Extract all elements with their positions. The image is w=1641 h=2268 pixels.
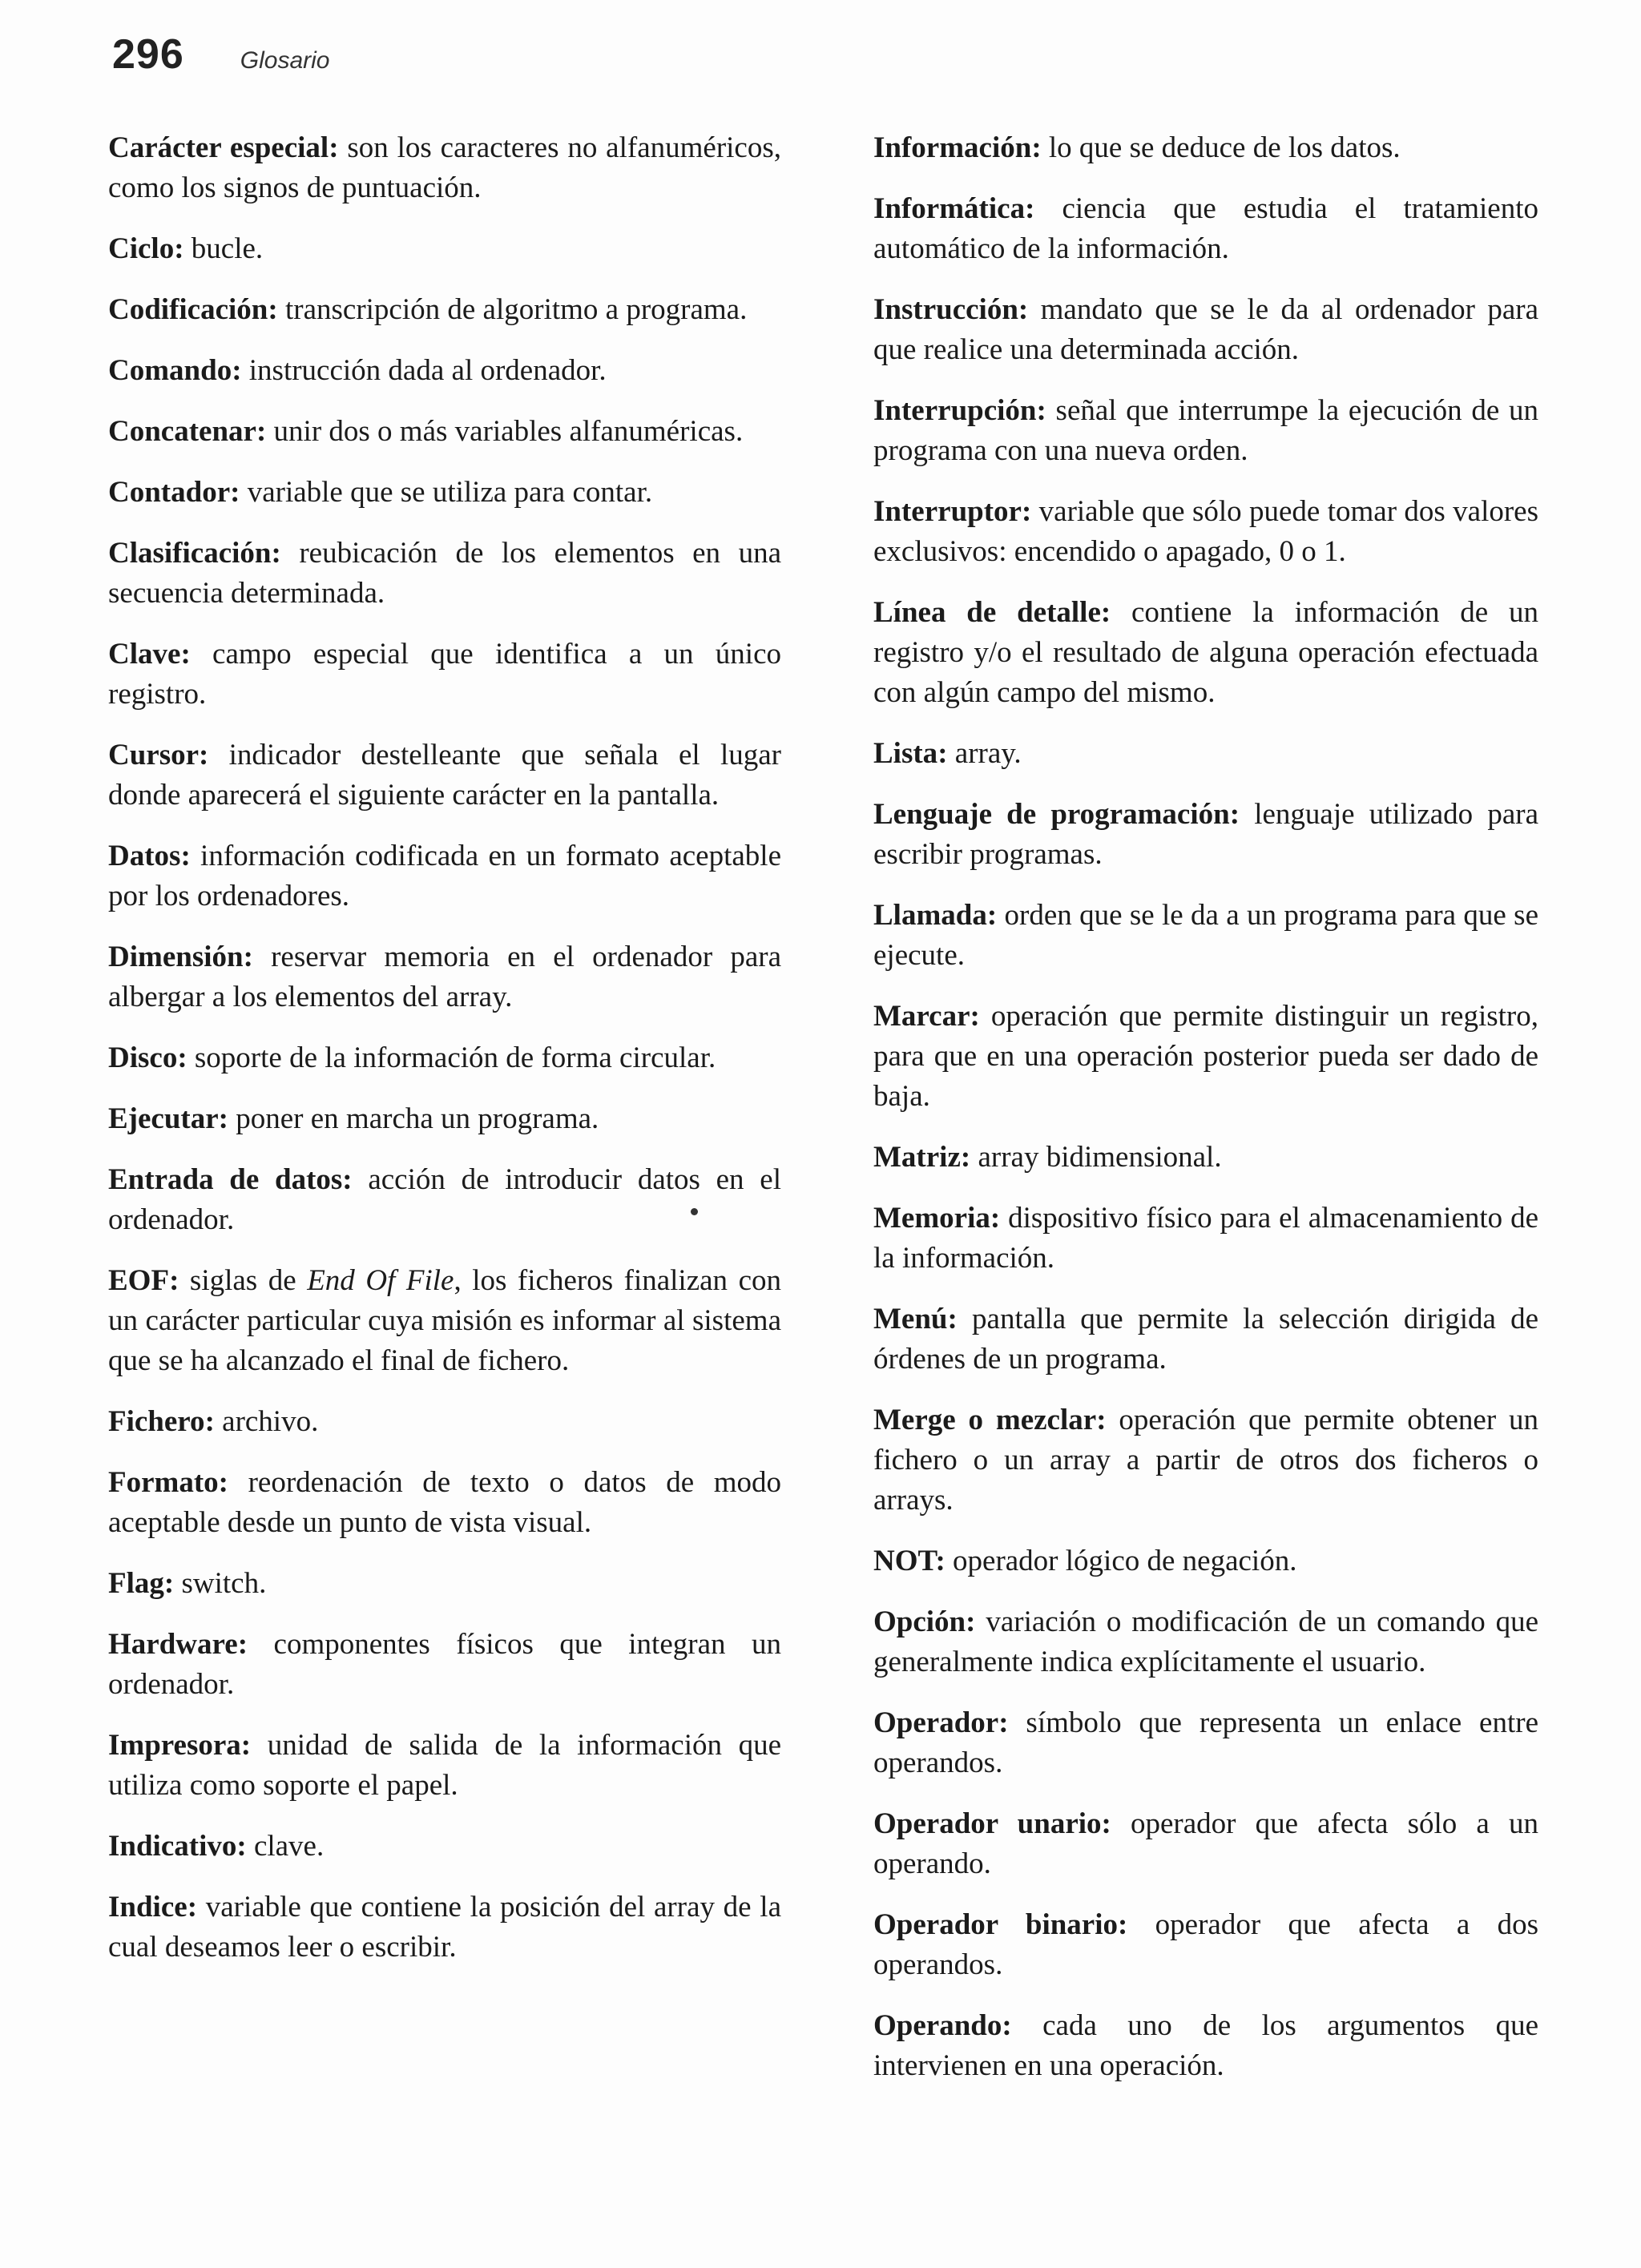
glossary-term: Hardware bbox=[108, 1628, 238, 1661]
glossary-definition: indicador destelleante que señala el lugar donde aparecerá el siguiente carácter en la pantalla. bbox=[108, 739, 781, 812]
glossary-entry bbox=[108, 351, 781, 391]
glossary-entry bbox=[108, 1099, 781, 1139]
glossary-definition: contiene la información de un registro y/o el resultado de alguna operación efectuada con algún campo del mismo. bbox=[873, 596, 1538, 709]
term-separator: : bbox=[240, 1729, 268, 1762]
term-separator: : bbox=[960, 1141, 978, 1174]
glossary-definition: componentes físicos que integran un ordenador. bbox=[108, 1628, 781, 1701]
glossary-entry bbox=[108, 937, 781, 1017]
glossary-term: Clave bbox=[108, 638, 181, 671]
glossary-definition: operador lógico de negación. bbox=[953, 1545, 1297, 1577]
glossary-entry bbox=[108, 1827, 781, 1867]
glossary-entry bbox=[108, 1463, 781, 1543]
term-separator: : bbox=[174, 232, 192, 265]
term-separator: : bbox=[1118, 1908, 1155, 1941]
term-separator: : bbox=[180, 840, 201, 872]
glossary-entry bbox=[873, 795, 1538, 875]
glossary-definition: array bidimensional. bbox=[978, 1141, 1222, 1174]
glossary-definition: ciencia que estudia el tratamiento automático de la información. bbox=[873, 192, 1538, 265]
glossary-definition: reubicación de los elementos en una secuencia determinada. bbox=[108, 537, 781, 610]
glossary-term: Clasificación bbox=[108, 537, 272, 570]
glossary-definition: variable que sólo puede tomar dos valores exclusivos: encendido o apagado, 0 o 1. bbox=[873, 495, 1538, 568]
glossary-definition: archivo. bbox=[222, 1405, 319, 1438]
glossary-entry bbox=[873, 492, 1538, 572]
glossary-term: NOT bbox=[873, 1545, 936, 1577]
glossary-definition-italic: End Of File bbox=[307, 1264, 454, 1297]
glossary-entry bbox=[873, 1400, 1538, 1521]
term-separator: : bbox=[218, 1466, 248, 1499]
glossary-definition: señal que interrumpe la ejecución de un programa con una nueva orden. bbox=[873, 394, 1538, 467]
term-separator: : bbox=[1018, 293, 1041, 326]
glossary-entry bbox=[873, 128, 1538, 168]
term-separator: : bbox=[218, 1102, 236, 1135]
glossary-definition: siglas de bbox=[189, 1264, 308, 1297]
glossary-entry bbox=[108, 836, 781, 916]
glossary-entry bbox=[873, 593, 1538, 713]
glossary-term: Operador bbox=[873, 1706, 999, 1739]
term-separator: : bbox=[237, 1628, 274, 1661]
glossary-definition: operación que permite obtener un fichero o un array a partir de otros dos ficheros o arrays. bbox=[873, 1404, 1538, 1517]
glossary-definition: operador que afecta sólo a un operando. bbox=[873, 1807, 1538, 1880]
glossary-term: Disco bbox=[108, 1041, 178, 1074]
term-separator: : bbox=[1101, 1807, 1131, 1840]
glossary-definition: array. bbox=[954, 737, 1022, 770]
glossary-entry bbox=[108, 634, 781, 715]
glossary-term: Ciclo bbox=[108, 232, 175, 265]
term-separator: : bbox=[268, 293, 285, 326]
glossary-definition: símbolo que representa un enlace entre operandos. bbox=[873, 1706, 1538, 1779]
term-separator: : bbox=[271, 537, 300, 570]
term-separator: : bbox=[1031, 131, 1049, 164]
glossary-definition: reordenación de texto o datos de modo aceptable desde un punto de vista visual. bbox=[108, 1466, 781, 1539]
glossary-term: Matriz bbox=[873, 1141, 961, 1174]
glossary-entry bbox=[873, 1138, 1538, 1178]
glossary-column-left bbox=[108, 128, 781, 1988]
glossary-entry bbox=[108, 1402, 781, 1442]
glossary-definition: mandato que se le da al ordenador para que realice una determinada acción. bbox=[873, 293, 1538, 366]
glossary-term: Dimensión bbox=[108, 941, 244, 973]
term-separator: : bbox=[204, 1405, 223, 1438]
glossary-term: Fichero bbox=[108, 1405, 205, 1438]
glossary-definition: instrucción dada al ordenador. bbox=[248, 354, 607, 387]
glossary-definition: orden que se le da a un programa para que se ejecute. bbox=[873, 899, 1538, 972]
glossary-term: Carácter especial bbox=[108, 131, 329, 164]
section-title: Glosario bbox=[240, 47, 330, 74]
glossary-entry bbox=[873, 997, 1538, 1117]
glossary-term: Formato bbox=[108, 1466, 219, 1499]
glossary-term: Operador unario bbox=[873, 1807, 1102, 1840]
glossary-term: Llamada bbox=[873, 899, 987, 932]
glossary-entry bbox=[873, 1602, 1538, 1682]
glossary-entry bbox=[108, 735, 781, 816]
glossary-definition: cada uno de los argumentos que intervienen en una operación. bbox=[873, 2009, 1538, 2082]
glossary-term: Informática bbox=[873, 192, 1026, 225]
glossary-term: EOF bbox=[108, 1264, 170, 1297]
glossary-entry bbox=[108, 128, 781, 208]
term-separator: : bbox=[1229, 798, 1255, 831]
term-separator: : bbox=[199, 739, 229, 771]
glossary-definition: acción de introducir datos en el ordenador. bbox=[108, 1163, 781, 1236]
glossary-entry bbox=[873, 1804, 1538, 1884]
term-separator: : bbox=[986, 899, 1005, 932]
term-separator: : bbox=[1096, 1404, 1119, 1436]
glossary-term: Marcar bbox=[873, 1000, 970, 1033]
glossary-entry bbox=[108, 412, 781, 452]
glossary-term: Concatenar bbox=[108, 415, 256, 448]
term-separator: : bbox=[1036, 394, 1056, 427]
term-separator: : bbox=[970, 1000, 991, 1033]
glossary-column-right bbox=[873, 128, 1538, 2107]
term-separator: : bbox=[187, 1891, 206, 1924]
glossary-term: Cursor bbox=[108, 739, 200, 771]
glossary-term: Opción bbox=[873, 1605, 966, 1638]
term-separator: : bbox=[998, 1706, 1026, 1739]
term-separator: : bbox=[329, 131, 348, 164]
term-separator: : bbox=[236, 1830, 254, 1863]
glossary-definition: información codificada en un formato aceptable por los ordenadores. bbox=[108, 840, 781, 912]
glossary-term: Lista bbox=[873, 737, 938, 770]
glossary-definition: campo especial que identifica a un único registro. bbox=[108, 638, 782, 711]
glossary-term: Lenguaje de programación bbox=[873, 798, 1230, 831]
glossary-term: Menú bbox=[873, 1303, 948, 1335]
glossary-entry bbox=[108, 1261, 781, 1381]
glossary-definition: lo que se deduce de los datos. bbox=[1048, 131, 1401, 164]
glossary-term: Operando bbox=[873, 2009, 1002, 2042]
glossary-entry bbox=[873, 1541, 1538, 1581]
glossary-term: Impresora bbox=[108, 1729, 241, 1762]
glossary-entry bbox=[873, 290, 1538, 370]
term-separator: : bbox=[1025, 192, 1062, 225]
term-separator: : bbox=[947, 1303, 973, 1335]
glossary-term: Entrada de datos bbox=[108, 1163, 343, 1196]
running-head bbox=[112, 30, 329, 87]
glossary-term: Merge o mezclar bbox=[873, 1404, 1097, 1436]
glossary-definition: son los caracteres no alfanuméricos, como los signos de puntuación. bbox=[108, 131, 781, 204]
glossary-entry bbox=[108, 229, 781, 269]
glossary-definition: reservar memoria en el ordenador para albergar a los elementos del array. bbox=[108, 941, 781, 1013]
glossary-term: Indice bbox=[108, 1891, 187, 1924]
term-separator: : bbox=[990, 1202, 1009, 1235]
glossary-definition: variación o modificación de un comando que generalmente indica explícitamente el usuario. bbox=[873, 1605, 1539, 1678]
glossary-entry bbox=[108, 1038, 781, 1078]
glossary-definition: transcripción de algoritmo a programa. bbox=[284, 293, 748, 326]
glossary-entry bbox=[108, 290, 781, 330]
glossary-definition: variable que contiene la posición del array de la cual deseamos leer o escribir. bbox=[108, 1891, 781, 1964]
term-separator: : bbox=[966, 1605, 986, 1638]
glossary-entry bbox=[873, 734, 1538, 774]
glossary-definition: switch. bbox=[181, 1567, 267, 1600]
glossary-term: Operador binario bbox=[873, 1908, 1118, 1941]
glossary-entry bbox=[108, 1726, 781, 1806]
glossary-definition: dispositivo físico para el almacenamiento de la información. bbox=[873, 1202, 1538, 1275]
glossary-entry bbox=[873, 1198, 1538, 1279]
glossary-definition: soporte de la información de forma circular. bbox=[194, 1041, 716, 1074]
page-number: 296 bbox=[112, 31, 184, 78]
glossary-entry bbox=[108, 1625, 781, 1705]
term-separator: : bbox=[256, 415, 274, 448]
term-separator: : bbox=[937, 737, 955, 770]
glossary-term: Datos bbox=[108, 840, 181, 872]
print-speck bbox=[691, 1208, 698, 1215]
glossary-term: Información bbox=[873, 131, 1032, 164]
glossary-term: Comando bbox=[108, 354, 232, 387]
glossary-definition: variable que se utiliza para contar. bbox=[247, 476, 653, 509]
glossary-entry bbox=[108, 473, 781, 513]
term-separator: : bbox=[1100, 596, 1131, 629]
term-separator: : bbox=[180, 638, 213, 671]
glossary-definition: , los ficheros finalizan con un carácter particular cuya misión es informar al sistema que se ha alcanzado el final de fichero. bbox=[108, 1264, 782, 1377]
glossary-definition: operador que afecta a dos operandos. bbox=[873, 1908, 1538, 1981]
term-separator: : bbox=[1002, 2009, 1043, 2042]
term-separator: : bbox=[163, 1567, 182, 1600]
term-separator: : bbox=[232, 354, 249, 387]
glossary-definition: poner en marcha un programa. bbox=[236, 1102, 599, 1135]
glossary-term: Memoria bbox=[873, 1202, 990, 1235]
term-separator: : bbox=[169, 1264, 190, 1297]
glossary-definition: unir dos o más variables alfanuméricas. bbox=[273, 415, 744, 448]
glossary-term: Instrucción bbox=[873, 293, 1018, 326]
glossary-entry bbox=[873, 391, 1538, 471]
glossary-definition: clave. bbox=[253, 1830, 325, 1863]
glossary-term: Ejecutar bbox=[108, 1102, 219, 1135]
glossary-entry bbox=[108, 534, 781, 614]
glossary-definition: pantalla que permite la selección dirigida de órdenes de un programa. bbox=[873, 1303, 1539, 1376]
glossary-entry bbox=[873, 1299, 1538, 1380]
term-separator: : bbox=[177, 1041, 195, 1074]
term-separator: : bbox=[230, 476, 248, 509]
glossary-term: Flag bbox=[108, 1567, 164, 1600]
glossary-entry bbox=[873, 2006, 1538, 2086]
glossary-definition: operación que permite distinguir un registro, para que en una operación posterior pueda ser dado de baja. bbox=[873, 1000, 1538, 1113]
glossary-entry bbox=[108, 1887, 781, 1968]
glossary-entry bbox=[873, 1703, 1538, 1783]
glossary-term: Interruptor bbox=[873, 495, 1022, 528]
glossary-definition: unidad de salida de la información que utiliza como soporte el papel. bbox=[108, 1729, 781, 1802]
glossary-term: Indicativo bbox=[108, 1830, 237, 1863]
term-separator: : bbox=[342, 1163, 369, 1196]
glossary-entry bbox=[873, 1905, 1538, 1985]
glossary-definition: lenguaje utilizado para escribir programas. bbox=[873, 798, 1538, 871]
term-separator: : bbox=[1021, 495, 1039, 528]
glossary-entry bbox=[873, 896, 1538, 976]
glossary-term: Codificación bbox=[108, 293, 268, 326]
term-separator: : bbox=[935, 1545, 954, 1577]
term-separator: : bbox=[243, 941, 272, 973]
glossary-term: Contador bbox=[108, 476, 231, 509]
glossary-definition: bucle. bbox=[191, 232, 264, 265]
glossary-term: Línea de detalle bbox=[873, 596, 1101, 629]
glossary-term: Interrupción bbox=[873, 394, 1037, 427]
glossary-entry bbox=[108, 1564, 781, 1604]
glossary-entry bbox=[873, 189, 1538, 269]
glossary-entry bbox=[108, 1160, 781, 1240]
